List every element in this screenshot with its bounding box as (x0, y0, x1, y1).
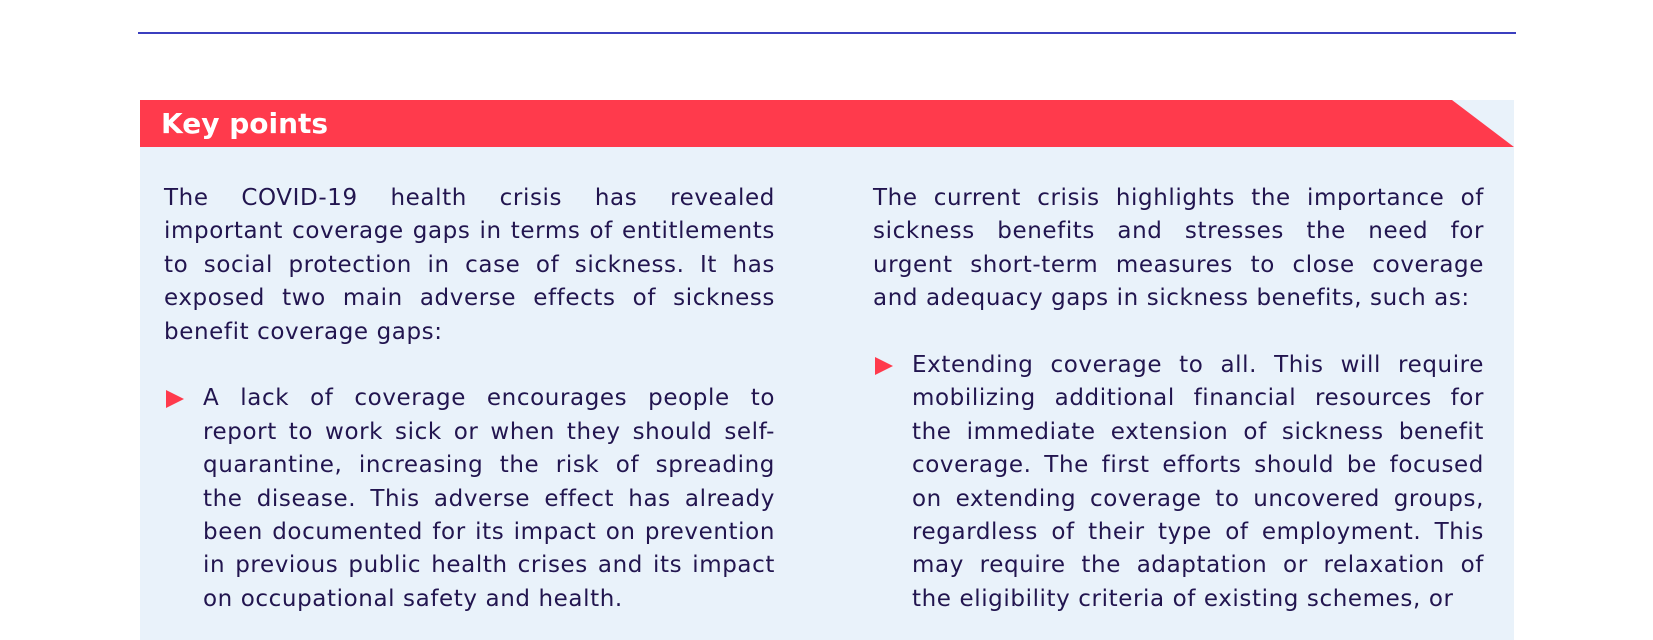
key-points-title: Key points (161, 107, 329, 140)
key-points-header (140, 100, 1514, 147)
right-intro-paragraph: The current crisis highlights the importance of sickness benefits and stresses the need for urgent short-term measures to close coverage and adequacy gaps in sickness benefits, such as: (873, 185, 1484, 312)
left-column (164, 182, 775, 616)
left-intro-paragraph: The COVID-19 health crisis has revealed important coverage gaps in terms of entitlements to social protection in case of sickness. It has exposed two main adverse effects of sickness benefit coverage gaps: (164, 185, 775, 345)
left-bullet-text: A lack of coverage encourages people to report to work sick or when they should self-quarantine, increasing the risk of spreading the disease. This adverse effect has already been documented for its impact on prevention in previous public health crises and its impact on occupational safety and health. (203, 385, 775, 612)
right-column (873, 182, 1484, 616)
bullet-arrow-icon (875, 357, 893, 375)
right-bullet-text: Extending coverage to all. This will require mobilizing additional financial resources for the immediate extension of sickness benefit coverage. The first efforts should be focused on extending coverage to uncovered groups, regardless of their type of employment. This may require the adaptation or relaxation of the eligibility criteria of existing schemes, or (912, 352, 1484, 612)
top-rule (138, 32, 1516, 34)
key-points-box (140, 100, 1514, 640)
bullet-arrow-icon (166, 390, 184, 408)
right-bullet-item (873, 349, 1484, 616)
left-bullet-item (164, 382, 775, 616)
